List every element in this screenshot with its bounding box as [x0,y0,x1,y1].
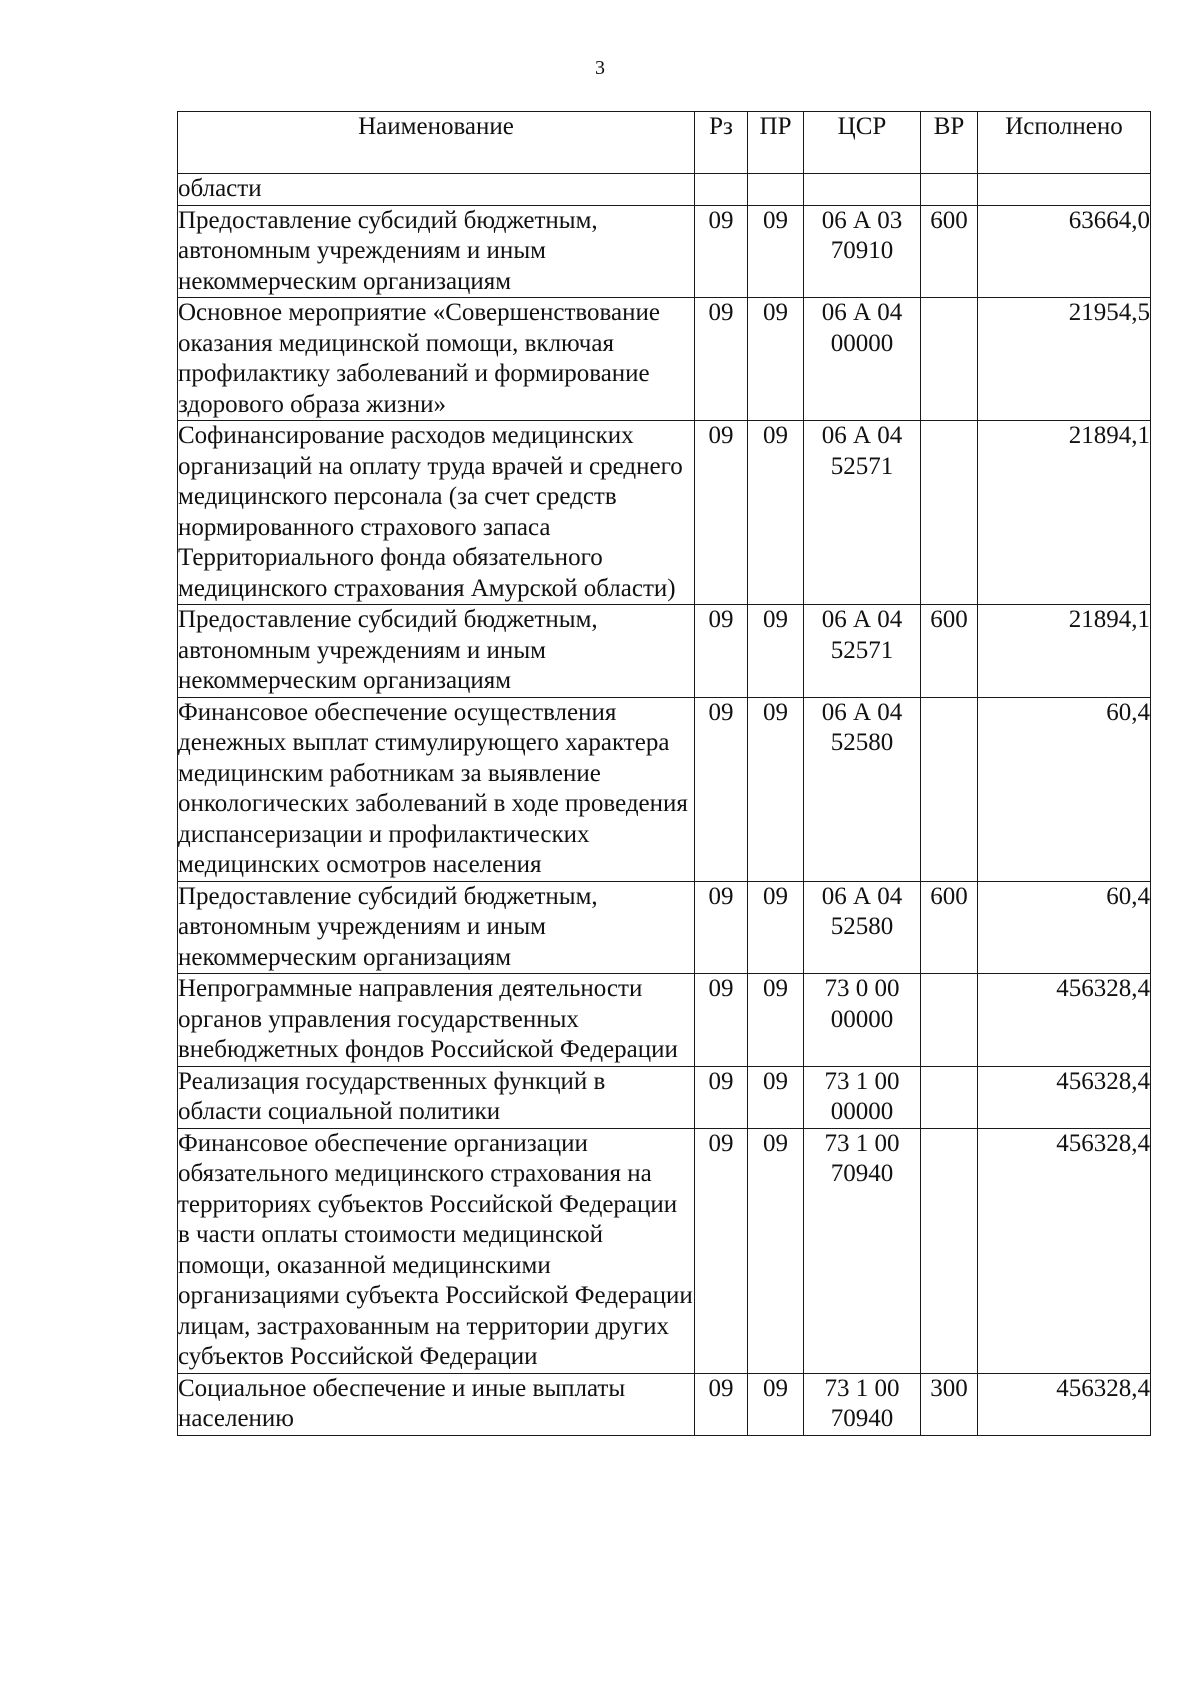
row-pr: 09 [748,697,804,881]
row-csr-line1: 73 0 00 [824,975,900,1002]
header-rz: Рз [695,112,748,174]
row-csr-line1: 06 А 04 [821,882,903,910]
header-pr: ПР [748,112,804,174]
row-done: 21954,5 [978,298,1151,421]
row-name: Финансовое обеспечение осуществления денежных выплат стимулирующего характера медицинским работникам за выявление онкологических заболеваний в ходе проведения диспансеризации и профилактических медицинских осмотров населения [178,697,695,881]
row-done: 456328,4 [978,1066,1151,1128]
row-vr [921,174,978,206]
row-pr [748,174,804,206]
row-pr: 09 [748,205,804,298]
page-number: 3 [595,57,605,79]
row-csr-line1: 73 1 00 [824,1067,900,1095]
row-csr-line1: 06 А 04 [821,299,903,326]
row-vr: 600 [921,881,978,974]
budget-execution-table [177,111,1151,1436]
table-row [178,205,1151,298]
table-header-row [178,112,1151,174]
row-pr: 09 [748,605,804,698]
table-row [178,174,1151,206]
table-row [178,974,1151,1067]
row-done: 456328,4 [978,1373,1151,1435]
row-csr-line2: 00000 [830,1005,894,1033]
row-rz: 09 [695,974,748,1067]
row-pr: 09 [748,421,804,605]
row-vr: 600 [921,605,978,698]
row-csr-line1: 06 А 03 [821,206,903,234]
row-vr: 300 [921,1373,978,1435]
header-name: Наименование [178,112,695,174]
row-name: Социальное обеспечение и иные выплаты населению [178,1373,695,1435]
row-pr: 09 [748,298,804,421]
row-name: Финансовое обеспечение организации обязательного медицинского страхования на территориях субъектов Российской Федерации в части оплаты стоимости медицинской помощи, оказанной медицинскими организациями субъекта Российской Федерации лицам, застрахованным на территории других субъектов Российской Федерации [178,1128,695,1373]
table-row [178,1128,1151,1373]
row-name: Софинансирование расходов медицинских организаций на оплату труда врачей и среднего медицинского персонала (за счет средств нормированного страхового запаса Территориального фонда обязательного медицинского страхования Амурской области) [178,421,695,605]
row-csr-line1: 06 А 04 [821,698,903,726]
row-csr [804,298,921,421]
row-csr-line2: 52571 [830,636,894,664]
row-pr: 09 [748,1066,804,1128]
row-vr [921,298,978,421]
row-name: Основное мероприятие «Совершенствование оказания медицинской помощи, включая профилактику заболеваний и формирование здорового образа жизни» [178,298,695,421]
row-csr-line2: 52580 [830,729,894,756]
row-csr [804,605,921,698]
row-pr: 09 [748,1373,804,1435]
row-rz: 09 [695,1373,748,1435]
row-csr-line2: 00000 [830,1098,894,1125]
row-csr [804,881,921,974]
row-rz: 09 [695,1066,748,1128]
row-done: 456328,4 [978,974,1151,1067]
header-done: Исполнено [978,112,1151,174]
row-pr: 09 [748,974,804,1067]
row-name: Предоставление субсидий бюджетным, автономным учреждениям и иным некоммерческим организациям [178,605,695,698]
row-csr-line2: 70940 [830,1160,894,1187]
row-rz: 09 [695,605,748,698]
row-csr [804,1128,921,1373]
row-done: 456328,4 [978,1128,1151,1373]
table-row [178,881,1151,974]
row-csr-line1: 06 А 04 [821,422,903,449]
row-vr [921,1128,978,1373]
row-rz: 09 [695,1128,748,1373]
row-done: 21894,1 [978,421,1151,605]
row-csr-line2: 70910 [830,237,894,264]
row-rz: 09 [695,881,748,974]
row-vr [921,1066,978,1128]
row-csr-line1: 06 А 04 [821,606,903,633]
row-done: 21894,1 [978,605,1151,698]
row-vr [921,421,978,605]
row-csr [804,205,921,298]
row-csr-line1: 73 1 00 [824,1374,900,1402]
row-csr [804,974,921,1067]
row-name: Непрограммные направления деятельности органов управления государственных внебюджетных фондов Российской Федерации [178,974,695,1067]
row-csr [804,1373,921,1435]
row-vr [921,974,978,1067]
row-csr-line2: 52571 [830,452,894,480]
table-row [178,421,1151,605]
row-pr: 09 [748,1128,804,1373]
row-pr: 09 [748,881,804,974]
row-csr [804,421,921,605]
row-vr [921,697,978,881]
row-done [978,174,1151,206]
row-csr-line2: 00000 [830,329,894,357]
table-row [178,605,1151,698]
row-csr-line2: 70940 [830,1405,894,1432]
row-rz: 09 [695,697,748,881]
header-vr: ВР [921,112,978,174]
table-row [178,1373,1151,1435]
row-name: Предоставление субсидий бюджетным, автономным учреждениям и иным некоммерческим организациям [178,881,695,974]
row-rz [695,174,748,206]
row-done: 63664,0 [978,205,1151,298]
row-name: Предоставление субсидий бюджетным, автономным учреждениям и иным некоммерческим организациям [178,205,695,298]
row-csr [804,697,921,881]
row-vr: 600 [921,205,978,298]
row-rz: 09 [695,205,748,298]
row-csr-line2: 52580 [830,913,894,940]
table-row [178,1066,1151,1128]
header-csr: ЦСР [804,112,921,174]
row-rz: 09 [695,421,748,605]
row-csr [804,1066,921,1128]
table-row [178,298,1151,421]
row-csr [804,174,921,206]
row-done: 60,4 [978,697,1151,881]
row-done: 60,4 [978,881,1151,974]
row-name: области [178,174,695,206]
table-row [178,697,1151,881]
row-rz: 09 [695,298,748,421]
row-csr-line1: 73 1 00 [824,1129,900,1157]
row-name: Реализация государственных функций в области социальной политики [178,1066,695,1128]
